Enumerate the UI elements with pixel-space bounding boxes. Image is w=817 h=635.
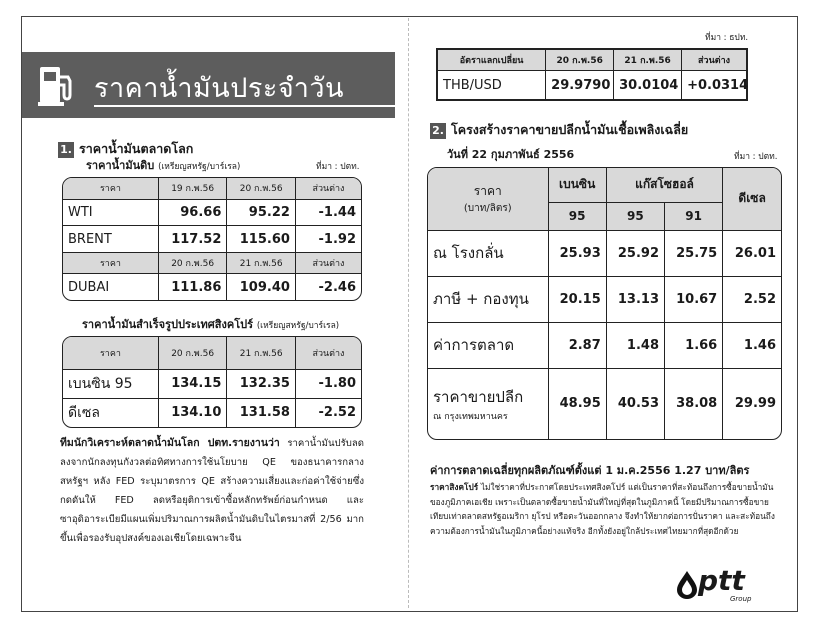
table-cell: 117.52 bbox=[158, 226, 227, 253]
section2-title: โครงสร้างราคาขายปลีกน้ำมันเชื้อเพลิงเฉลี่ย bbox=[451, 122, 689, 137]
table-row bbox=[428, 230, 781, 276]
table-cell: 25.75 bbox=[665, 230, 723, 276]
table-header: อัตราแลกเปลี่ยน bbox=[438, 50, 546, 71]
singapore-header-row bbox=[63, 337, 361, 369]
table-cell: 134.10 bbox=[158, 398, 227, 427]
table-header: ส่วนต่าง bbox=[682, 50, 747, 71]
crude-subtitle bbox=[86, 156, 240, 174]
table-header: ส่วนต่าง bbox=[295, 178, 361, 199]
table-header: 20 ก.พ.56 bbox=[227, 178, 296, 199]
table-cell: 26.01 bbox=[723, 230, 781, 276]
table-cell: -1.80 bbox=[295, 369, 361, 398]
crude-unit: (เหรียญสหรัฐ/บาร์เรล) bbox=[158, 162, 241, 172]
table-header: 20 ก.พ.56 bbox=[546, 50, 614, 71]
crude-subtitle-text: ราคาน้ำมันดิบ bbox=[86, 159, 155, 172]
section2-heading bbox=[430, 120, 688, 140]
table-cell: 2.87 bbox=[548, 322, 606, 368]
benzine-header: เบนซิน bbox=[548, 168, 606, 202]
table-header: 20 ก.พ.56 bbox=[158, 337, 227, 369]
exchange-header-row bbox=[438, 50, 747, 71]
gasohol-header: แก๊สโซฮอล์ bbox=[606, 168, 722, 202]
table-cell: -2.52 bbox=[295, 398, 361, 427]
table-cell: -1.44 bbox=[295, 199, 361, 226]
table-cell: 134.15 bbox=[158, 369, 227, 398]
table-row bbox=[438, 71, 747, 100]
table-header: ราคา bbox=[63, 337, 158, 369]
table-header: 19 ก.พ.56 bbox=[158, 178, 227, 199]
logo-group-text: Group bbox=[730, 595, 752, 603]
fuel-pump-icon bbox=[38, 65, 76, 107]
singapore-note-lead: ราคาสิงคโปร์ bbox=[430, 482, 479, 492]
row-label: BRENT bbox=[63, 226, 158, 253]
section1-title: ราคาน้ำมันตลาดโลก bbox=[79, 141, 194, 156]
market-analysis-paragraph bbox=[60, 434, 364, 548]
singapore-subtitle bbox=[82, 315, 339, 333]
octane-header: 95 bbox=[548, 202, 606, 230]
table-cell: 25.93 bbox=[548, 230, 606, 276]
table-cell: 2.52 bbox=[723, 276, 781, 322]
row-label: เบนซิน 95 bbox=[63, 369, 158, 398]
table-row bbox=[63, 369, 361, 398]
table-header: ส่วนต่าง bbox=[295, 253, 361, 274]
table-header: ราคา bbox=[63, 178, 158, 199]
header-banner bbox=[22, 52, 395, 118]
table-cell: 48.95 bbox=[548, 368, 606, 439]
flame-drop-icon bbox=[676, 570, 698, 600]
retail-price-structure-table bbox=[427, 167, 782, 440]
table-cell: 96.66 bbox=[158, 199, 227, 226]
table-cell: 20.15 bbox=[548, 276, 606, 322]
price-column-header bbox=[428, 168, 548, 230]
table-cell: 40.53 bbox=[606, 368, 664, 439]
row-label: ภาษี + กองทุน bbox=[428, 276, 548, 322]
table-cell: 1.48 bbox=[606, 322, 664, 368]
singapore-price-table bbox=[62, 336, 362, 428]
table-row bbox=[63, 398, 361, 427]
octane-header: 95 bbox=[606, 202, 664, 230]
section2-number: 2. bbox=[430, 123, 446, 139]
crude-header-row-1 bbox=[63, 178, 361, 199]
table-cell: 115.60 bbox=[227, 226, 296, 253]
table-cell: 30.0104 bbox=[614, 71, 682, 100]
exchange-source: ที่มา : ธปท. bbox=[705, 33, 749, 43]
singapore-subtitle-text: ราคาน้ำมันสำเร็จรูปประเทศสิงคโปร์ bbox=[82, 318, 254, 331]
table-row bbox=[428, 322, 781, 368]
retail-sublabel: ณ กรุงเทพมหานคร bbox=[433, 411, 508, 422]
crude-price-table bbox=[62, 177, 362, 301]
table-cell: 109.40 bbox=[227, 274, 296, 300]
table-header: ราคา bbox=[63, 253, 158, 274]
title-underline bbox=[94, 105, 399, 107]
diesel-header: ดีเซล bbox=[723, 168, 781, 230]
table-cell: 95.22 bbox=[227, 199, 296, 226]
row-label bbox=[428, 368, 548, 439]
table-cell: 10.67 bbox=[665, 276, 723, 322]
marketing-margin-note: ค่าการตลาดเฉลี่ยทุกผลิตภัณฑ์ตั้งแต่ 1 ม.ค.2556 1.27 บาท/ลิตร bbox=[430, 464, 750, 477]
table-cell: 29.9790 bbox=[546, 71, 614, 100]
crude-header-row-2 bbox=[63, 253, 361, 274]
table-cell: 38.08 bbox=[665, 368, 723, 439]
table-cell: -2.46 bbox=[295, 274, 361, 300]
section1-number: 1. bbox=[58, 142, 74, 158]
table-row bbox=[63, 274, 361, 300]
column-divider bbox=[408, 18, 409, 608]
logo-wordmark: ptt bbox=[698, 564, 745, 597]
table-header: 21 ก.พ.56 bbox=[227, 253, 296, 274]
page-title: ราคาน้ำมันประจำวัน bbox=[94, 73, 345, 104]
analysis-lead: ทีมนักวิเคราะห์ตลาดน้ำมันโลก ปตท.รายงานว่า bbox=[60, 437, 280, 449]
table-cell: 1.46 bbox=[723, 322, 781, 368]
singapore-note-body: ไม่ใช่ราคาที่ประกาศโดยประเทศสิงคโปร์ แต่เป็นราคาที่สะท้อนถึงการซื้อขายน้ำมันของภูมิภาคเอเชีย เพราะเป็นตลาดซื้อขายน้ำมันที่ใหญ่ที่สุดในภูมิภาคนี้ โดยมีปริมาณการซื้อขายเทียบเท่าตลาดสหรัฐอเมริกา ยุโรป หรือตะวันออกกลาง จึงทำให้ยากต่อการปั่นราคา และสะท้อนถึงความต้องการน้ำมันในภูมิภาคนี้อย่างแท้จริง อีกทั้งยังอยู่ใกล้ประเทศไทยมากที่สุดอีกด้วย bbox=[430, 482, 775, 536]
exchange-rate-table bbox=[436, 48, 748, 101]
octane-header: 91 bbox=[665, 202, 723, 230]
table-row bbox=[63, 199, 361, 226]
table-cell: 29.99 bbox=[723, 368, 781, 439]
table-cell: 131.58 bbox=[227, 398, 296, 427]
table-cell: 25.92 bbox=[606, 230, 664, 276]
table-row bbox=[63, 226, 361, 253]
table-cell: -1.92 bbox=[295, 226, 361, 253]
singapore-note-paragraph bbox=[430, 462, 782, 538]
table-cell: 1.66 bbox=[665, 322, 723, 368]
table-cell: 111.86 bbox=[158, 274, 227, 300]
section2-source: ที่มา : ปตท. bbox=[734, 152, 778, 162]
table-header: ส่วนต่าง bbox=[295, 337, 361, 369]
analysis-body: ราคาน้ำมันปรับลดลงจากนักลงทุนกังวลต่อทิศทางการใช้นโยบาย QE ของธนาคารกลางสหรัฐฯ หลัง FED ระบุมาตรการ QE สร้างความเสี่ยงและก่อค่าใช้จ่ายซึ่งกดดันให้ FED ลดหรือยุติการเข้าซื้อหลักทรัพย์ก่อนกำหนด และซาอุดิอาระเบียมีแผนเพิ่มปริมาณการผลิตน้ำมันดิบในไตรมาสที่ 2/56 มากขึ้นเพื่อรองรับอุปสงค์ของเอเชียโดยเฉพาะจีน bbox=[60, 438, 364, 544]
table-row bbox=[428, 368, 781, 439]
row-label: THB/USD bbox=[438, 71, 546, 100]
row-label: ดีเซล bbox=[63, 398, 158, 427]
structure-header-row-1 bbox=[428, 168, 781, 202]
table-cell: 132.35 bbox=[227, 369, 296, 398]
table-cell: +0.0314 bbox=[682, 71, 747, 100]
singapore-unit: (เหรียญสหรัฐ/บาร์เรล) bbox=[256, 321, 340, 331]
price-column-label: ราคา bbox=[473, 183, 502, 198]
row-label: ค่าการตลาด bbox=[428, 322, 548, 368]
table-cell: 13.13 bbox=[606, 276, 664, 322]
retail-label: ราคาขายปลีก bbox=[433, 387, 524, 406]
table-row bbox=[428, 276, 781, 322]
price-column-unit: (บาท/ลิตร) bbox=[463, 202, 512, 214]
table-header: 21 ก.พ.56 bbox=[227, 337, 296, 369]
ptt-logo bbox=[676, 564, 762, 604]
section2-date: วันที่ 22 กุมภาพันธ์ 2556 bbox=[447, 148, 575, 161]
table-header: 21 ก.พ.56 bbox=[614, 50, 682, 71]
crude-source: ที่มา : ปตท. bbox=[316, 162, 360, 172]
row-label: DUBAI bbox=[63, 274, 158, 300]
row-label: WTI bbox=[63, 199, 158, 226]
table-header: 20 ก.พ.56 bbox=[158, 253, 227, 274]
row-label: ณ โรงกลั่น bbox=[428, 230, 548, 276]
